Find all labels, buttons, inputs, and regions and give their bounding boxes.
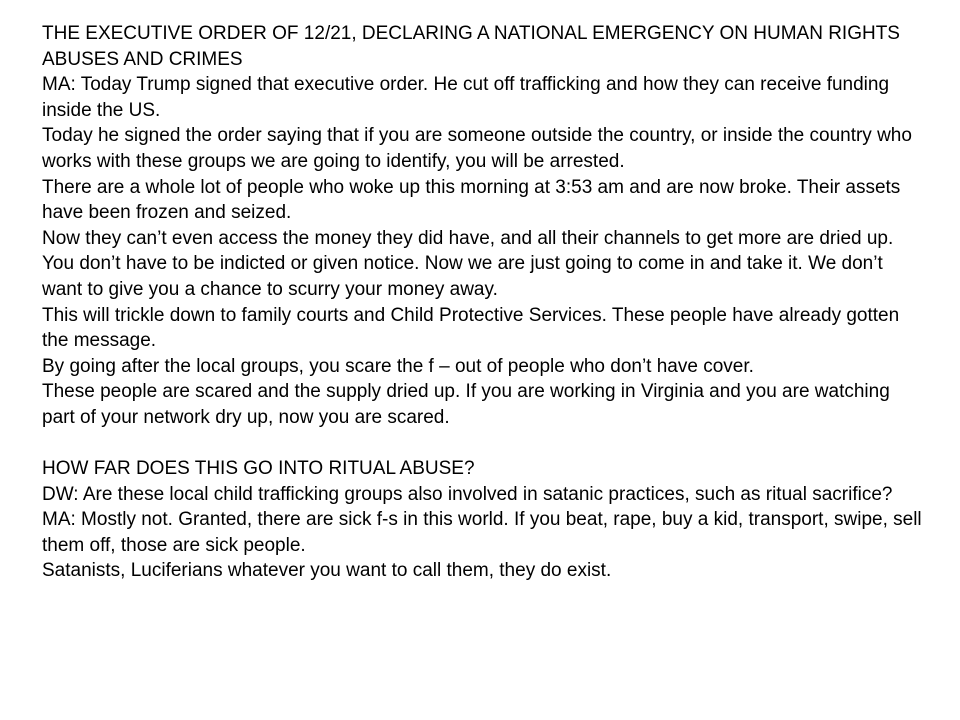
paragraph: Today he signed the order saying that if you are someone outside the country, or inside the country who works with these groups we are going to identify, you will be arrested. <box>42 125 912 172</box>
section-heading-ritual-abuse: HOW FAR DOES THIS GO INTO RITUAL ABUSE? <box>42 458 475 480</box>
document-body <box>42 21 922 584</box>
section-heading-executive-order: THE EXECUTIVE ORDER OF 12/21, DECLARING A NATIONAL EMERGENCY ON HUMAN RIGHTS ABUSES AND CRIMES <box>42 23 900 70</box>
paragraph: Satanists, Luciferians whatever you want to call them, they do exist. <box>42 560 612 582</box>
paragraph: These people are scared and the supply dried up. If you are working in Virginia and you are watching part of your network dry up, now you are scared. <box>42 381 890 428</box>
paragraph: By going after the local groups, you scare the f – out of people who don’t have cover. <box>42 355 754 377</box>
paragraph: DW: Are these local child trafficking groups also involved in satanic practices, such as ritual sacrifice? <box>42 483 893 505</box>
paragraph: You don’t have to be indicted or given notice. Now we are just going to come in and take it. We don’t want to give you a chance to scurry your money away. <box>42 253 883 300</box>
section-spacer <box>42 431 922 457</box>
paragraph: This will trickle down to family courts and Child Protective Services. These people have already gotten the message. <box>42 304 900 352</box>
paragraph: MA: Today Trump signed that executive order. He cut off trafficking and how they can receive funding inside the US. <box>42 74 890 121</box>
paragraph: There are a whole lot of people who woke up this morning at 3:53 am and are now broke. Their assets have been frozen and seized. <box>42 176 901 224</box>
paragraph: MA: Mostly not. Granted, there are sick f-s in this world. If you beat, rape, buy a kid, transport, swipe, sell them off, those are sick people. <box>42 509 922 556</box>
paragraph: Now they can’t even access the money they did have, and all their channels to get more are dried up. <box>42 227 894 249</box>
